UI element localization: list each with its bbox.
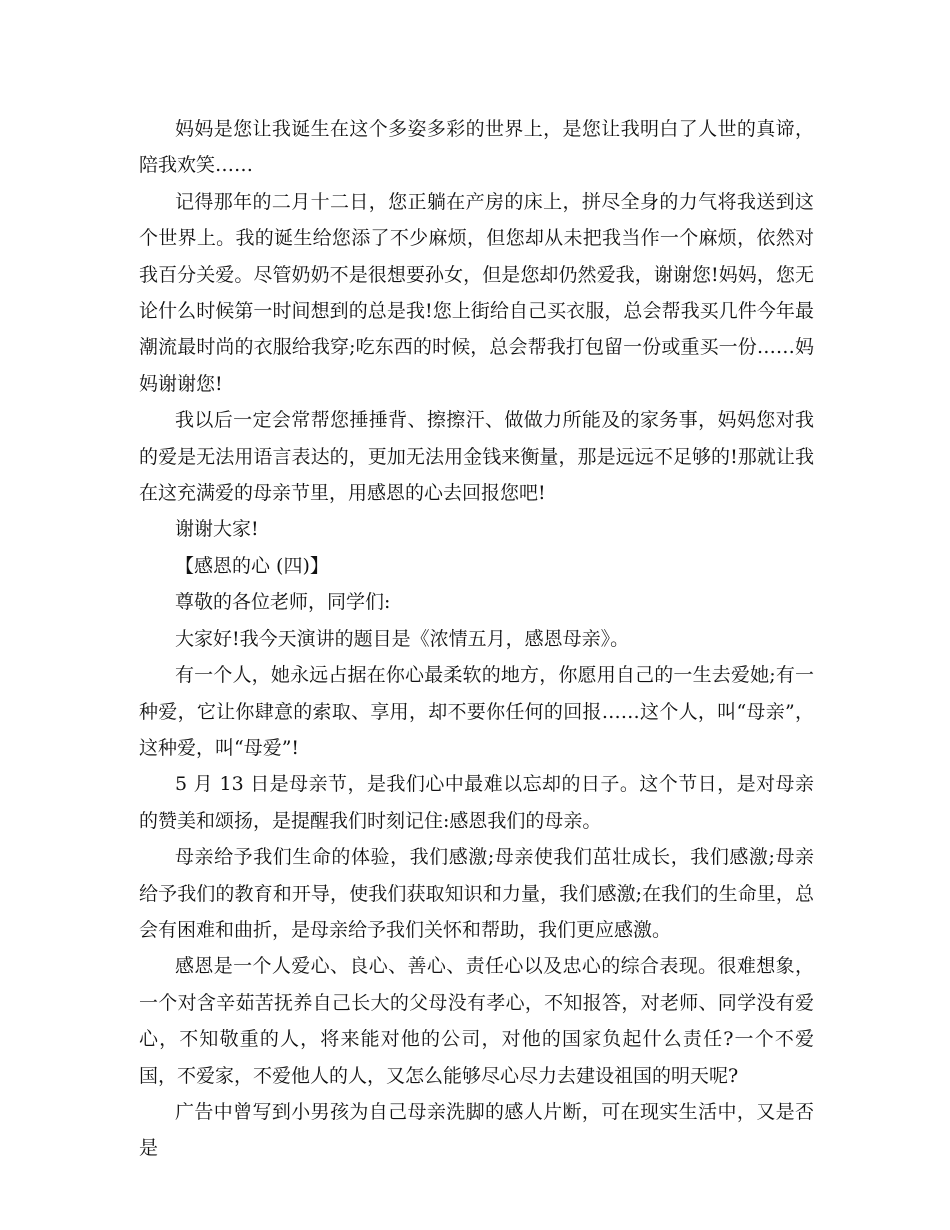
paragraph: 5 月 13 日是母亲节，是我们心中最难以忘却的日子。这个节日，是对母亲的赞美和颂扬，是提醒我们时刻记住:感恩我们的母亲。 [139, 773, 814, 832]
paragraph: 记得那年的二月十二日，您正躺在产房的床上，拼尽全身的力气将我送到这个世界上。我的诞生给您添了不少麻烦，但您却从未把我当作一个麻烦，依然对我百分关爱。尽管奶奶不是很想要孙女，但是您却仍然爱我，谢谢您!妈妈，您无论什么时候第一时间想到的总是我!您上街给自己买衣服，总会帮我买几件今年最潮流最时尚的衣服给我穿;吃东西的时候，总会帮我打包留一份或重买一份……妈妈谢谢您! [139, 190, 814, 395]
section-heading: 【感恩的心 (四)】 [175, 554, 329, 577]
paragraph: 广告中曾写到小男孩为自己母亲洗脚的感人片断，可在现实生活中，又是否是 [139, 1100, 814, 1160]
paragraph: 有一个人，她永远占据在你心最柔软的地方，你愿用自己的一生去爱她;有一种爱，它让你肆意的索取、享用，却不要你任何的回报……这个人，叫“母亲”，这种爱，叫“母爱”! [139, 664, 814, 759]
paragraph: 我以后一定会常帮您捶捶背、擦擦汗、做做力所能及的家务事，妈妈您对我的爱是无法用语言表达的，更加无法用金钱来衡量，那是远远不足够的!那就让我在这充满爱的母亲节里，用感恩的心去回报您吧! [139, 409, 814, 505]
paragraph: 大家好!我今天演讲的题目是《浓情五月，感恩母亲》。 [175, 627, 630, 650]
paragraph: 母亲给予我们生命的体验，我们感激;母亲使我们茁壮成长，我们感激;母亲给予我们的教育和开导，使我们获取知识和力量，我们感激;在我们的生命里，总会有困难和曲折，是母亲给予我们关怀和帮助，我们更应感激。 [139, 846, 814, 941]
paragraph: 妈妈是您让我诞生在这个多姿多彩的世界上，是您让我明白了人世的真谛，陪我欢笑…… [139, 118, 814, 177]
paragraph: 感恩是一个人爱心、良心、善心、责任心以及忠心的综合表现。很难想象，一个对含辛茹苦抚养自己长大的父母没有孝心，不知报答，对老师、同学没有爱心，不知敬重的人，将来能对他的公司，对他的国家负起什么责任?一个不爱国，不爱家，不爱他人的人，又怎么能够尽心尽力去建设祖国的明天呢? [139, 955, 814, 1087]
salutation: 尊敬的各位老师，同学们: [175, 591, 391, 614]
paragraph: 谢谢大家! [175, 518, 259, 541]
document-body [139, 111, 814, 1167]
